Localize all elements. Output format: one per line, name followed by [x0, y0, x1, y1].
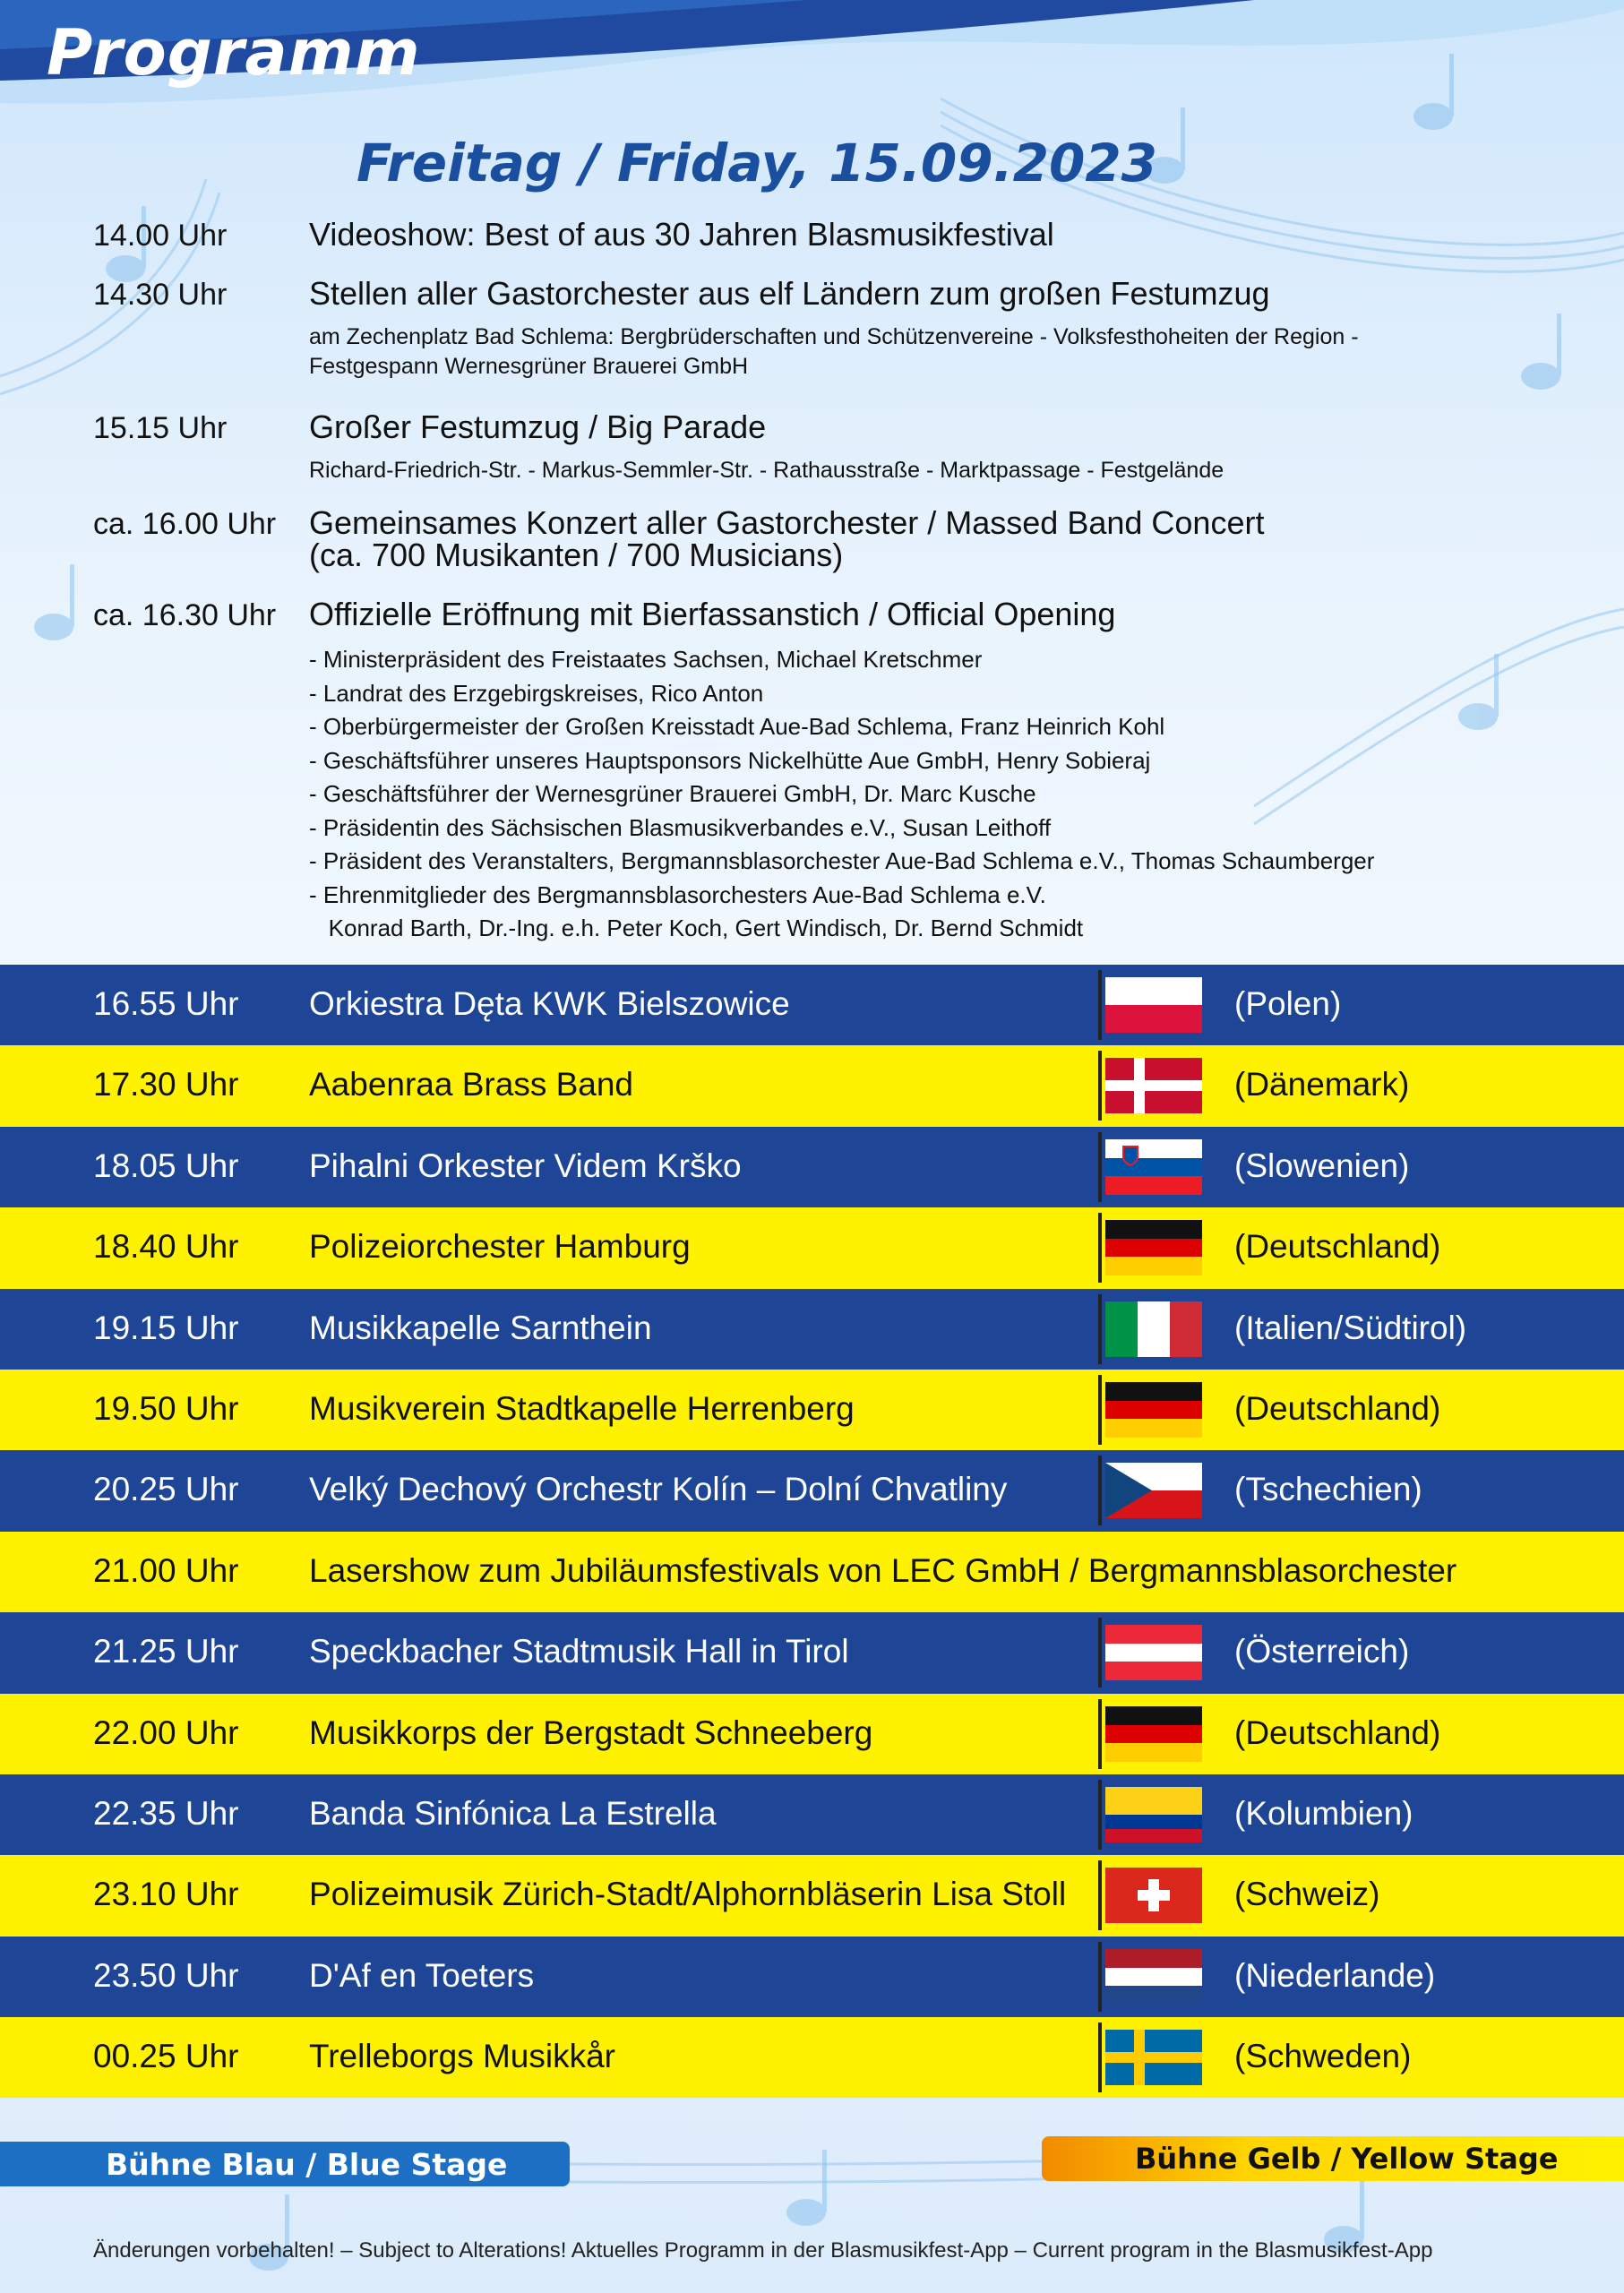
germany-flag-icon — [1098, 1375, 1202, 1445]
guest-item: - Präsident des Veranstalters, Bergmannsblasorchester Aue-Bad Schlema e.V., Thomas Schaumberger — [309, 847, 1375, 874]
performance-row — [0, 1289, 1624, 1370]
schedule-detail: Richard-Friedrich-Str. - Markus-Semmler-Str. - Rathausstraße - Marktpassage - Festgelände — [309, 458, 1224, 483]
performance-name: Velký Dechový Orchestr Kolín – Dolní Chvatliny — [309, 1471, 1008, 1508]
flag-pole — [1098, 2022, 1102, 2092]
performance-row — [0, 1207, 1624, 1288]
schedule-detail: am Zechenplatz Bad Schlema: Bergbrüderschaften und Schützenvereine - Volksfesthoheiten der Region - — [309, 324, 1359, 349]
performance-row — [0, 1045, 1624, 1126]
performance-row — [0, 1127, 1624, 1207]
performance-country: (Schweden) — [1234, 2038, 1412, 2075]
schedule-time: ca. 16.30 Uhr — [93, 598, 277, 632]
schedule-time: ca. 16.00 Uhr — [93, 507, 277, 541]
guest-item: - Ehrenmitglieder des Bergmannsblasorchesters Aue-Bad Schlema e.V. — [309, 880, 1046, 908]
performance-row — [0, 1612, 1624, 1693]
schedule-time: 15.15 Uhr — [93, 411, 228, 445]
flag-pole — [1098, 970, 1102, 1040]
performance-country: (Dänemark) — [1234, 1066, 1410, 1104]
guest-item: - Landrat des Erzgebirgskreises, Rico Anton — [309, 679, 764, 707]
italy-flag-icon — [1105, 1301, 1202, 1357]
performance-time: 21.25 Uhr — [93, 1633, 239, 1670]
performance-country: (Deutschland) — [1234, 1389, 1441, 1427]
germany-flag-icon — [1098, 1213, 1202, 1283]
germany-flag-icon — [1105, 1220, 1202, 1275]
flag-pole — [1098, 1618, 1102, 1688]
flag-pole — [1098, 1051, 1102, 1121]
page-title: Programm — [47, 16, 421, 90]
performance-time: 23.10 Uhr — [93, 1876, 239, 1913]
czechia-flag-icon — [1098, 1456, 1202, 1525]
flag-pole — [1098, 1860, 1102, 1930]
guest-item: - Präsidentin des Sächsischen Blasmusikverbandes e.V., Susan Leithoff — [309, 813, 1052, 841]
netherlands-flag-icon — [1098, 1942, 1202, 2012]
italy-flag-icon — [1098, 1294, 1202, 1364]
performance-row — [0, 965, 1624, 1045]
schedule-title: Offizielle Eröffnung mit Bierfassanstich / Official Opening — [309, 596, 1116, 632]
germany-flag-icon — [1105, 1706, 1202, 1762]
germany-flag-icon — [1098, 1699, 1202, 1769]
performance-name: Banda Sinfónica La Estrella — [309, 1794, 717, 1832]
performance-time: 17.30 Uhr — [93, 1066, 239, 1104]
performance-row — [0, 2017, 1624, 2098]
performance-name: Pihalni Orkester Videm Krško — [309, 1146, 742, 1184]
footer-note: Änderungen vorbehalten! – Subject to Alterations! Aktuelles Programm in der Blasmusikfest-App – Current program in the Blasmusikfest-App — [93, 2238, 1433, 2263]
schedule-time: 14.00 Uhr — [93, 219, 228, 253]
performance-row — [0, 1532, 1624, 1612]
performance-country: (Niederlande) — [1234, 1956, 1436, 1994]
performance-name: Aabenraa Brass Band — [309, 1066, 634, 1104]
slovenia-flag-icon — [1105, 1139, 1202, 1195]
switzerland-flag-icon — [1105, 1868, 1202, 1923]
performance-row — [0, 1855, 1624, 1936]
austria-flag-icon — [1105, 1625, 1202, 1680]
denmark-flag-icon — [1098, 1051, 1202, 1121]
schedule-title: Gemeinsames Konzert aller Gastorchester / Massed Band Concert — [309, 504, 1265, 541]
poland-flag-icon — [1098, 970, 1202, 1040]
flag-pole — [1098, 1456, 1102, 1525]
performance-country: (Tschechien) — [1234, 1471, 1422, 1508]
performance-row — [0, 1450, 1624, 1531]
poland-flag-icon — [1105, 977, 1202, 1033]
performance-name: Speckbacher Stadtmusik Hall in Tirol — [309, 1633, 849, 1670]
guest-item: - Geschäftsführer unseres Hauptsponsors Nickelhütte Aue GmbH, Henry Sobieraj — [309, 746, 1151, 774]
performance-row — [0, 1694, 1624, 1774]
performance-country: (Deutschland) — [1234, 1228, 1441, 1266]
colombia-flag-icon — [1098, 1780, 1202, 1850]
guest-item: - Geschäftsführer der Wernesgrüner Brauerei GmbH, Dr. Marc Kusche — [309, 780, 1036, 807]
flag-pole — [1098, 1213, 1102, 1283]
performance-time: 23.50 Uhr — [93, 1956, 239, 1994]
sweden-flag-icon — [1105, 2030, 1202, 2085]
performance-name: Trelleborgs Musikkår — [309, 2038, 615, 2075]
flag-pole — [1098, 1375, 1102, 1445]
performance-time: 18.40 Uhr — [93, 1228, 239, 1266]
performance-time: 18.05 Uhr — [93, 1146, 239, 1184]
performance-time: 19.15 Uhr — [93, 1309, 239, 1346]
performance-time: 19.50 Uhr — [93, 1389, 239, 1427]
yellow-stage-legend: Bühne Gelb / Yellow Stage — [1042, 2136, 1624, 2181]
performance-country: (Polen) — [1234, 985, 1342, 1022]
sweden-flag-icon — [1098, 2022, 1202, 2092]
guest-item: Konrad Barth, Dr.-Ing. e.h. Peter Koch, Gert Windisch, Dr. Bernd Schmidt — [309, 915, 1084, 941]
performance-country: (Slowenien) — [1234, 1146, 1410, 1184]
performance-name: Musikkapelle Sarnthein — [309, 1309, 652, 1346]
germany-flag-icon — [1105, 1382, 1202, 1438]
flag-pole — [1098, 1294, 1102, 1364]
colombia-flag-icon — [1105, 1787, 1202, 1842]
performance-country: (Kolumbien) — [1234, 1794, 1413, 1832]
flag-pole — [1098, 1780, 1102, 1850]
flag-pole — [1098, 1699, 1102, 1769]
performance-name: Polizeiorchester Hamburg — [309, 1228, 691, 1266]
performance-name: Musikkorps der Bergstadt Schneeberg — [309, 1713, 873, 1751]
performance-name: D'Af en Toeters — [309, 1956, 535, 1994]
performance-country: (Schweiz) — [1234, 1876, 1380, 1913]
performance-time: 20.25 Uhr — [93, 1471, 239, 1508]
schedule-detail: Festgespann Wernesgrüner Brauerei GmbH — [309, 354, 749, 379]
performance-list — [0, 965, 1624, 2098]
schedule-title: Großer Festumzug / Big Parade — [309, 408, 767, 445]
performance-row — [0, 1370, 1624, 1450]
guest-item: - Oberbürgermeister der Großen Kreisstadt Aue-Bad Schlema, Franz Heinrich Kohl — [309, 713, 1165, 740]
denmark-flag-icon — [1105, 1058, 1202, 1113]
flag-pole — [1098, 1942, 1102, 2012]
guest-item: - Ministerpräsident des Freistaates Sachsen, Michael Kretschmer — [309, 646, 983, 673]
performance-row — [0, 1937, 1624, 2017]
performance-name: Lasershow zum Jubiläumsfestivals von LEC GmbH / Bergmannsblasorchester — [309, 1551, 1457, 1589]
performance-name: Musikverein Stadtkapelle Herrenberg — [309, 1389, 855, 1427]
performance-country: (Österreich) — [1234, 1633, 1410, 1670]
schedule-title-line2: (ca. 700 Musikanten / 700 Musicians) — [309, 537, 844, 573]
schedule-title: Videoshow: Best of aus 30 Jahren Blasmusikfestival — [309, 216, 1054, 253]
blue-stage-legend: Bühne Blau / Blue Stage — [0, 2142, 570, 2186]
czechia-flag-icon — [1105, 1463, 1202, 1518]
performance-row — [0, 1774, 1624, 1855]
switzerland-flag-icon — [1098, 1860, 1202, 1930]
performance-time: 22.00 Uhr — [93, 1713, 239, 1751]
austria-flag-icon — [1098, 1618, 1202, 1688]
schedule-time: 14.30 Uhr — [93, 278, 228, 312]
performance-time: 16.55 Uhr — [93, 985, 239, 1022]
performance-name: Polizeimusik Zürich-Stadt/Alphornbläserin Lisa Stoll — [309, 1876, 1067, 1913]
slovenia-flag-icon — [1098, 1132, 1202, 1202]
performance-country: (Italien/Südtirol) — [1234, 1309, 1467, 1346]
performance-time: 22.35 Uhr — [93, 1794, 239, 1832]
performance-time: 00.25 Uhr — [93, 2038, 239, 2075]
netherlands-flag-icon — [1105, 1949, 1202, 2005]
schedule-title: Stellen aller Gastorchester aus elf Ländern zum großen Festumzug — [309, 275, 1270, 312]
performance-name: Orkiestra Dęta KWK Bielszowice — [309, 985, 790, 1022]
flag-pole — [1098, 1132, 1102, 1202]
day-title: Freitag / Friday, 15.09.2023 — [356, 133, 1158, 193]
performance-time: 21.00 Uhr — [93, 1551, 239, 1589]
performance-country: (Deutschland) — [1234, 1713, 1441, 1751]
guest-list — [309, 643, 1374, 946]
